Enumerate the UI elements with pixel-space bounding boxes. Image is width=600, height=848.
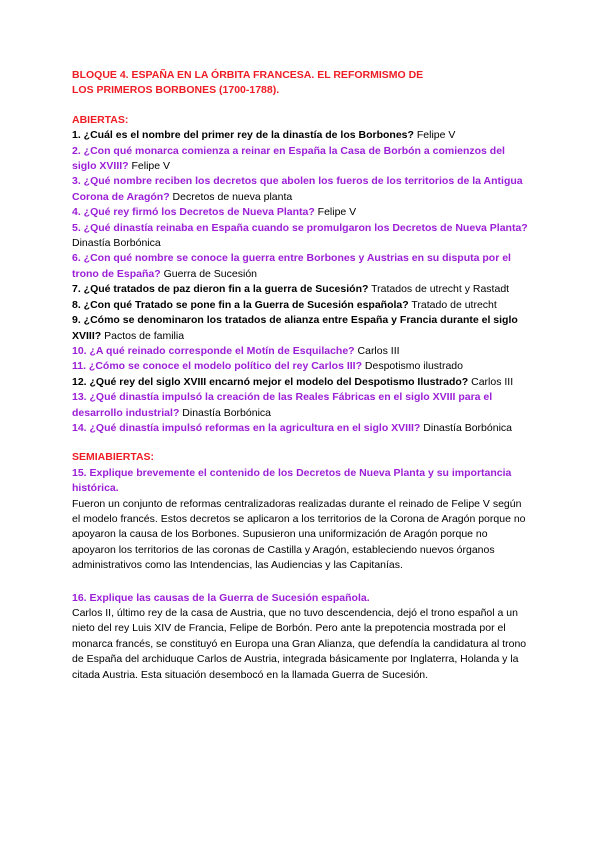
document-page (72, 68, 530, 683)
question-16-block (72, 591, 530, 683)
question-9: 9. ¿Cómo se denominaron los tratados de alianza entre España y Francia durante el siglo XVIII? Pactos de familia (72, 314, 518, 342)
question-13: 13. ¿Qué dinastía impulsó la creación de las Reales Fábricas en el siglo XVIII para el desarrollo industrial? Dinastía Borbónica (72, 391, 493, 419)
question-14: 14. ¿Qué dinastía impulsó reformas en la agricultura en el siglo XVIII? Dinastía Borbónica (72, 421, 512, 434)
question-2: 2. ¿Con qué monarca comienza a reinar en España la Casa de Borbón a comienzos del siglo XVIII? Felipe V (72, 144, 505, 173)
question-16-answer: Carlos II, último rey de la casa de Austria, que no tuvo descendencia, dejó el trono español a un nieto del rey Luis XIV de Francia, Felipe de Borbón. Pero ante la prepotencia mostrada por el monarca francés, se constituyó en Europa una Gran Alianza, que defendía la candidatura al trono de España del archiduque Carlos de Austria, integrada básicamente por Inglaterra, Holanda y la citada Austria. Esta situación desembocó en la llamada Guerra de Sucesión. (72, 607, 527, 681)
question-3: 3. ¿Qué nombre reciben los decretos que abolen los fueros de los territorios de la Antigua Corona de Aragón? Decretos de nueva planta (72, 175, 523, 203)
question-8: 8. ¿Con qué Tratado se pone fin a la Guerra de Sucesión española? Tratado de utrecht (72, 298, 497, 311)
question-7: 7. ¿Qué tratados de paz dieron fin a la guerra de Sucesión? Tratados de utrecht y Rastadt (72, 283, 510, 296)
abiertas-heading: ABIERTAS: (72, 113, 129, 126)
question-15-title: 15. Explique brevemente el contenido de los Decretos de Nueva Planta y su importancia histórica. (72, 466, 512, 495)
abiertas-questions (72, 128, 530, 436)
question-11: 11. ¿Cómo se conoce el modelo político del rey Carlos III? Despotismo ilustrado (72, 360, 463, 373)
question-4: 4. ¿Qué rey firmó los Decretos de Nueva Planta? Felipe V (72, 206, 357, 219)
question-5: 5. ¿Qué dinastía reinaba en España cuando se promulgaron los Decretos de Nueva Planta? Dinastía Borbónica (72, 221, 528, 250)
document-title (72, 68, 530, 99)
question-1: 1. ¿Cuál es el nombre del primer rey de la dinastía de los Borbones? Felipe V (72, 129, 456, 142)
question-15-answer: Fueron un conjunto de reformas centralizadoras realizadas durante el reinado de Felipe V según el modelo francés. Estos decretos se aplicaron a los territorios de la Corona de Aragón porque no apoyaron la causa de los Borbones. Supusieron una uniformización de Aragón porque no apoyaron los territorios de las coronas de Castilla y Aragón, estableciendo nuevos órganos administrativos como las Intendencias, las Audiencias y las Capitanías. (72, 497, 526, 572)
question-15-block (72, 466, 530, 574)
question-16-title: 16. Explique las causas de la Guerra de Sucesión española. (72, 591, 370, 604)
title-line-2: LOS PRIMEROS BORBONES (1700-1788). (72, 84, 280, 97)
semiabiertas-heading: SEMIABIERTAS: (72, 451, 155, 464)
question-10: 10. ¿A qué reinado corresponde el Motín de Esquilache? Carlos III (72, 344, 400, 357)
question-12: 12. ¿Qué rey del siglo XVIII encarnó mejor el modelo del Despotismo Ilustrado? Carlos III (72, 375, 514, 388)
question-6: 6. ¿Con qué nombre se conoce la guerra entre Borbones y Austrias en su disputa por el trono de España? Guerra de Sucesión (72, 252, 511, 280)
title-line-1: BLOQUE 4. ESPAÑA EN LA ÓRBITA FRANCESA. EL REFORMISMO DE (72, 69, 424, 81)
